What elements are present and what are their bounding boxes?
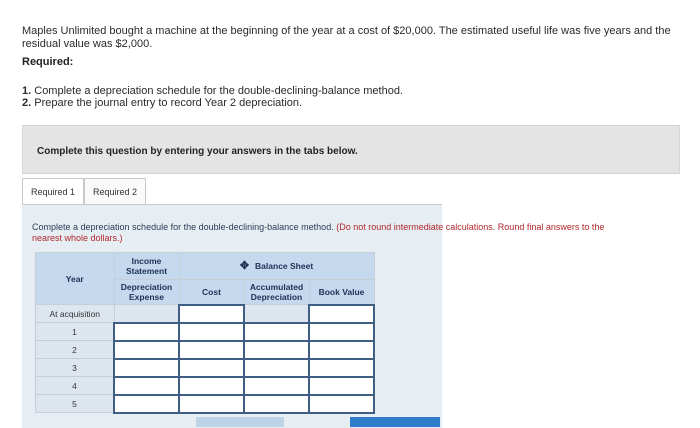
instructions-note: (Do not round intermediate calculations. Round final answers to the nearest whole dollars.): [32, 222, 605, 243]
balance-sheet-header-text: Balance Sheet: [255, 261, 314, 271]
accumulated-depreciation-input-year-3[interactable]: [244, 359, 309, 377]
requirement-1-number: 1.: [22, 85, 32, 97]
depreciation-expense-input-year-2[interactable]: [114, 341, 179, 359]
cost-input-year-4[interactable]: [179, 377, 244, 395]
row-label-year-1: 1: [36, 323, 115, 341]
cost-input-year-1[interactable]: [179, 323, 244, 341]
next-button[interactable]: [350, 417, 440, 427]
cost-input-year-3[interactable]: [179, 359, 244, 377]
income-statement-header: [114, 253, 179, 280]
row-label-year-2: 2: [36, 341, 115, 359]
requirement-1: [22, 85, 403, 97]
required-heading: Required:: [22, 56, 74, 68]
tab-required-1[interactable]: Required 1: [22, 178, 84, 204]
instructions-banner: [22, 125, 680, 174]
year-header-text: Year: [65, 273, 84, 284]
depreciation-expense-input-year-4[interactable]: [114, 377, 179, 395]
depreciation-expense-cell-disabled: [114, 305, 179, 323]
depreciation-expense-input-year-1[interactable]: [114, 323, 179, 341]
income-statement-header-text: Income Statement: [125, 256, 168, 276]
book-value-input-year-5[interactable]: [309, 395, 374, 413]
cost-input-acquisition[interactable]: [179, 305, 244, 323]
row-label-year-3: 3: [36, 359, 115, 377]
depreciation-schedule-table: [35, 252, 375, 414]
depreciation-expense-input-year-5[interactable]: [114, 395, 179, 413]
balance-sheet-header: [179, 253, 374, 280]
instructions-main: Complete a depreciation schedule for the double-declining-balance method.: [32, 222, 334, 232]
problem-statement: Maples Unlimited bought a machine at the beginning of the year at a cost of $20,000. The estimated useful life was five years and the residual value was $2,000.: [22, 25, 671, 50]
accumulated-depreciation-input-year-2[interactable]: [244, 341, 309, 359]
row-label-at-acquisition: At acquisition: [36, 305, 115, 323]
previous-button[interactable]: [196, 417, 284, 427]
cost-input-year-2[interactable]: [179, 341, 244, 359]
accumulated-depreciation-input-year-1[interactable]: [244, 323, 309, 341]
column-header-depreciation-expense: Depreciation Expense: [114, 280, 179, 305]
banner-text: Complete this question by entering your answers in the tabs below.: [37, 146, 358, 157]
tab-bar: [22, 178, 146, 204]
column-header-accumulated-depreciation: Accumulated Depreciation: [244, 280, 309, 305]
column-header-book-value: Book Value: [309, 280, 374, 305]
requirement-2-text: Prepare the journal entry to record Year 2 depreciation.: [34, 97, 303, 109]
panel-instructions: [32, 222, 612, 244]
book-value-input-acquisition[interactable]: [309, 305, 374, 323]
requirement-2-number: 2.: [22, 97, 32, 109]
row-label-year-5: 5: [36, 395, 115, 413]
book-value-input-year-4[interactable]: [309, 377, 374, 395]
column-header-cost: Cost: [179, 280, 244, 305]
accumulated-depreciation-input-year-5[interactable]: [244, 395, 309, 413]
accumulated-depreciation-cell-disabled: [244, 305, 309, 323]
year-header: [36, 253, 115, 305]
requirement-1-text: Complete a depreciation schedule for the double-declining-balance method.: [34, 85, 403, 97]
depreciation-expense-input-year-3[interactable]: [114, 359, 179, 377]
requirement-2: [22, 97, 302, 109]
tab-required-2[interactable]: Required 2: [84, 178, 146, 204]
accumulated-depreciation-input-year-4[interactable]: [244, 377, 309, 395]
move-icon[interactable]: ✥: [239, 260, 250, 272]
cost-input-year-5[interactable]: [179, 395, 244, 413]
book-value-input-year-1[interactable]: [309, 323, 374, 341]
book-value-input-year-3[interactable]: [309, 359, 374, 377]
row-label-year-4: 4: [36, 377, 115, 395]
book-value-input-year-2[interactable]: [309, 341, 374, 359]
